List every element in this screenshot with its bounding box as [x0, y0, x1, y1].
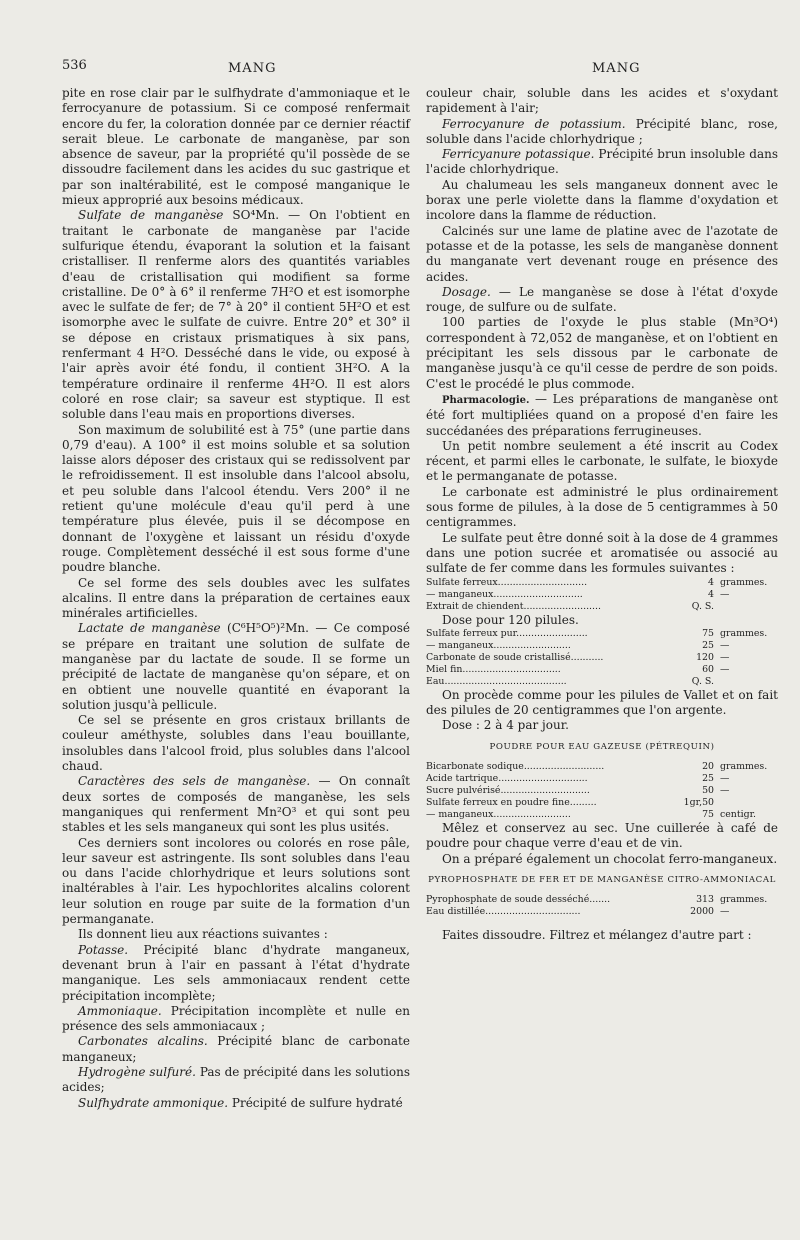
ingredient-unit: [714, 797, 778, 809]
ingredient-unit: —: [720, 784, 730, 796]
formula-title: POUDRE POUR EAU GAZEUSE (PÉTREQUIN): [489, 741, 715, 752]
dose-line: Dose pour 120 pilules.: [442, 612, 579, 627]
right-running-head: MANG: [592, 61, 641, 76]
formula-row: [426, 773, 778, 785]
paragraph: Un petit nombre seulement a été inscrit au Codex récent, et parmi elles le carbonate, le sulfate, le bioxyde et le permanganate de potasse.: [426, 438, 778, 484]
section-title: Dosage.: [442, 284, 491, 299]
leader-dots: ..........................: [493, 808, 571, 820]
leader-dots: ..............................: [497, 576, 588, 588]
chemical-formula: (C⁶H⁵O⁵)²Mn. —: [220, 621, 334, 636]
ingredient-quantity: Q. S.: [691, 675, 714, 687]
ingredient-name: Bicarbonate sodique: [426, 760, 524, 772]
ingredient-quantity: 1gr,50: [683, 796, 714, 808]
ingredient-quantity: 4: [708, 576, 714, 588]
ingredient-unit: —: [720, 663, 730, 675]
paragraph: On a préparé également un chocolat ferro-manganeux.: [442, 851, 778, 866]
reaction-item: Ammoniaque. Précipitation incomplète et nulle en présence des sels ammoniacaux ;: [62, 1003, 410, 1034]
formula-row: [426, 906, 778, 918]
section-title: Sulfate de manganèse: [78, 208, 224, 223]
ingredient-unit: —: [720, 588, 730, 600]
formula-row: [426, 577, 778, 589]
section-title: Pharmacologie.: [442, 394, 530, 406]
leader-dots: ...........: [570, 651, 604, 663]
paragraph: Calcinés sur une lame de platine avec de l'azotate de potasse et de la potasse, les sels de manganèse donnent du manganate vert devenant rouge en présence des acides.: [426, 223, 778, 284]
paragraph: Le sulfate peut être donné soit à la dose de 4 grammes dans une potion sucrée et aromatisée ou associé au sulfate de fer comme dans les formules suivantes :: [426, 530, 778, 576]
ingredient-name: Eau: [426, 675, 445, 687]
paragraph: Ce sel se présente en gros cristaux brillants de couleur améthyste, solubles dans l'eau bouillante, insolubles dans l'alcool froid, plus solubles dans l'alcool chaud.: [62, 713, 410, 774]
ingredient-name: Pyrophosphate de soude desséché: [426, 894, 590, 906]
paragraph: Pharmacologie. — Les préparations de manganèse ont été fort multipliées quand on a proposé d'en faire les succédanées des préparations ferrugineuses.: [426, 391, 778, 438]
paragraph: 100 parties de l'oxyde le plus stable (Mn³O⁴) correspondent à 72,052 de manganèse, et on l'obtient en précipitant les sels dissous par le carbonate de manganèse jusqu'à ce qu'il cesse de perdre de son poids. C'est le procédé le plus commode.: [426, 315, 778, 391]
leader-dots: .........................................: [444, 675, 567, 687]
ingredient-quantity: 2000: [690, 906, 714, 918]
ingredient-unit: grammes.: [720, 627, 768, 639]
ingredient-quantity: 120: [696, 651, 714, 663]
ingredient-quantity: 20: [702, 760, 714, 772]
paragraph: pite en rose clair par le sulfhydrate d'ammoniaque et le ferrocyanure de potassium. Si ce composé renfermait encore du fer, la coloration donnée par ce dernier réactif serait bleue. Le carbonate de manganèse, par son absence de saveur, par la propriété qu'il possède de se dissoudre facilement dans les acides du suc gastrique et par son inaltérabilité, est le composé manganique le mieux approprié aux besoins médicaux.: [62, 86, 410, 208]
paragraph: Au chalumeau les sels manganeux donnent avec le borax une perle violette dans la flamme d'oxydation et incolore dans la flamme de réduction.: [426, 177, 778, 223]
formula-row: [426, 601, 778, 613]
chemical-formula: SO⁴Mn. —: [223, 208, 310, 223]
formula-row: [426, 676, 778, 688]
formula-row: [426, 809, 778, 821]
ingredient-quantity: 75: [702, 627, 714, 639]
ingredient-unit: [714, 676, 778, 688]
formula-row: [426, 589, 778, 601]
ingredient-unit: —: [720, 639, 730, 651]
paragraph: On procède comme pour les pilules de Vallet et on fait des pilules de 20 centigrammes que l'on argente.: [426, 687, 778, 718]
paragraph: Caractères des sels de manganèse. — On connaît deux sortes de composés de manganèse, les sels manganiques qui renferment Mn²O³ et qui sont peu stables et les sels manganeux qui sont les plus usités.: [62, 774, 410, 835]
formula-row: [426, 894, 778, 906]
reaction-item: Sulfhydrate ammonique. Précipité de sulfure hydraté: [78, 1095, 403, 1110]
leader-dots: ........................: [516, 627, 588, 639]
ingredient-name: Sulfate ferreux: [426, 576, 498, 588]
paragraph: Son maximum de solubilité est à 75° (une partie dans 0,79 d'eau). A 100° il est moins soluble et sa solution laisse alors déposer des cristaux qui se redissolvent par le refroidissement. Il est insoluble dans l'alcool absolu, et peu soluble dans l'alcool étendu. Vers 200° il ne retient qu'une molécule d'eau qu'il perd à une température plus élevée, puis il se décompose en donnant de l'oxygène et laissant un résidu d'oxyde rouge. Complètement desséché il est sous forme d'une poudre blanche.: [62, 422, 410, 575]
paragraph: Faites dissoudre. Filtrez et mélangez d'autre part :: [442, 928, 752, 943]
ingredient-unit: —: [720, 906, 730, 918]
left-column: [62, 86, 410, 1222]
ingredient-unit: —: [720, 651, 730, 663]
left-running-head: MANG: [228, 61, 277, 76]
leader-dots: ................................: [485, 906, 581, 918]
ingredient-name: Sulfate ferreux en poudre fine: [426, 796, 570, 808]
leader-dots: ...........................: [523, 760, 605, 772]
ingredient-name: Miel fin: [426, 663, 463, 675]
ingredient-quantity: 25: [702, 772, 714, 784]
formula-row: [426, 785, 778, 797]
ingredient-quantity: 25: [702, 639, 714, 651]
formula-table-1: [426, 577, 778, 613]
paragraph: Ils donnent lieu aux réactions suivantes :: [78, 927, 328, 942]
ingredient-name: Acide tartrique: [426, 772, 499, 784]
paragraph: Mêlez et conservez au sec. Une cuillerée à café de poudre pour chaque verre d'eau et de vin.: [426, 820, 778, 851]
ingredient-quantity: 75: [702, 808, 714, 820]
formula-row: [426, 640, 778, 652]
ingredient-quantity: 4: [708, 588, 714, 600]
formula-table-3: [426, 761, 778, 821]
leader-dots: ..............................: [500, 784, 590, 796]
section-title: Lactate de manganèse: [78, 621, 221, 636]
formula-row: [426, 761, 778, 773]
formula-title: PYROPHOSPHATE DE FER ET DE MANGANÈSE CITRO-AMMONIACAL: [428, 874, 776, 885]
ingredient-quantity: Q. S.: [691, 600, 714, 612]
paragraph: Ces derniers sont incolores ou colorés en rose pâle, leur saveur est astringente. Ils sont solubles dans l'eau ou dans l'acide chlorhydrique et leurs solutions sont inaltérables à l'air. Les hypochlorites alcalins colorent leur solution en rouge par suite de la formation d'un permanganate.: [62, 835, 410, 927]
leader-dots: ..........................: [523, 600, 601, 612]
reaction-item: Ferricyanure potassique. Précipité brun insoluble dans l'acide chlorhydrique.: [426, 147, 778, 177]
paragraph: couleur chair, soluble dans les acides et s'oxydant rapidement à l'air;: [426, 86, 778, 116]
leader-dots: .......: [589, 894, 611, 906]
paragraph: Sulfate de manganèse SO⁴Mn. — On l'obtient en traitant le carbonate de manganèse par l'acide sulfurique étendu, évaporant la solution et la faisant cristalliser. Il renferme alors des quantités variables d'eau de cristallisation qui modifient sa forme cristalline. De 0° à 6° il renferme 7H²O et est isomorphe avec le sulfate de fer; de 7° à 20° il contient 5H²O et est isomorphe avec le sulfate de cuivre. Entre 20° et 30° il se dépose en cristaux prismatiques à six pans, renfermant 4 H²O. Desséché dans le vide, ou exposé à l'air après avoir été fondu, il contient 3H²O. A la température ordinaire il renferme 4H²O. Il est alors coloré en rose clair; sa saveur est styptique. Il est soluble dans l'eau mais en proportions diverses.: [62, 208, 410, 422]
ingredient-name: Carbonate de soude cristallisé: [426, 651, 571, 663]
ingredient-unit: centigr.: [720, 808, 757, 820]
paragraph: Dosage. — Le manganèse se dose à l'état d'oxyde rouge, de sulfure ou de sulfate.: [426, 284, 778, 315]
ingredient-quantity: 60: [702, 663, 714, 675]
section-title: Caractères des sels de manganèse.: [78, 774, 311, 789]
formula-row: [426, 628, 778, 640]
reaction-item: Hydrogène sulfuré. Pas de précipité dans les solutions acides;: [62, 1065, 410, 1095]
ingredient-quantity: 313: [696, 894, 714, 906]
paragraph: Lactate de manganèse (C⁶H⁵O⁵)²Mn. — Ce composé se prépare en traitant une solution de sulfate de manganèse par du lactate de soude. Il se forme un précipité de lactate de manganèse qu'on sépare, et on en obtient une nouvelle quantité en évaporant la solution jusqu'à pellicule.: [62, 621, 410, 712]
reaction-item: Potasse. Précipité blanc d'hydrate manganeux, devenant brun à l'air en passant à l'état d'hydrate manganique. Les sels ammoniacaux rendent cette précipitation incomplète;: [62, 942, 410, 1003]
ingredient-unit: [714, 601, 778, 613]
page-number: 536: [62, 58, 87, 73]
ingredient-unit: grammes.: [720, 576, 768, 588]
ingredient-unit: grammes.: [720, 894, 768, 906]
ingredient-name: Eau distillée: [426, 906, 486, 918]
running-header: [62, 58, 762, 80]
ingredient-name: Extrait de chiendent: [426, 600, 524, 612]
ingredient-name: — manganeux: [426, 808, 494, 820]
ingredient-unit: grammes.: [720, 760, 768, 772]
formula-row: [426, 664, 778, 676]
paragraph: Ce sel forme des sels doubles avec les sulfates alcalins. Il entre dans la préparation de certaines eaux minérales artificielles.: [62, 575, 410, 621]
leader-dots: ..............................: [493, 588, 583, 600]
leader-dots: ..........................: [493, 639, 571, 651]
reaction-item: Ferrocyanure de potassium. Précipité blanc, rose, soluble dans l'acide chlorhydrique ;: [426, 116, 778, 146]
paragraph: Le carbonate est administré le plus ordinairement sous forme de pilules, à la dose de 5 centigrammes à 50 centigrammes.: [426, 484, 778, 530]
leader-dots: .................................: [462, 663, 561, 675]
leader-dots: ..............................: [498, 772, 588, 784]
formula-row: [426, 797, 778, 809]
ingredient-name: — manganeux: [426, 588, 494, 600]
ingredient-name: Sucre pulvérisé: [426, 784, 501, 796]
ingredient-name: — manganeux: [426, 639, 494, 651]
leader-dots: .........: [569, 796, 597, 808]
formula-table-2: [426, 628, 778, 688]
formula-row: [426, 652, 778, 664]
ingredient-quantity: 50: [702, 784, 714, 796]
ingredient-unit: —: [720, 772, 730, 784]
reaction-item: Carbonates alcalins. Précipité blanc de carbonate manganeux;: [62, 1034, 410, 1064]
ingredient-name: Sulfate ferreux pur: [426, 627, 517, 639]
dose-line: Dose : 2 à 4 par jour.: [442, 718, 569, 733]
formula-table-4: [426, 894, 778, 918]
right-column: [426, 86, 778, 1222]
